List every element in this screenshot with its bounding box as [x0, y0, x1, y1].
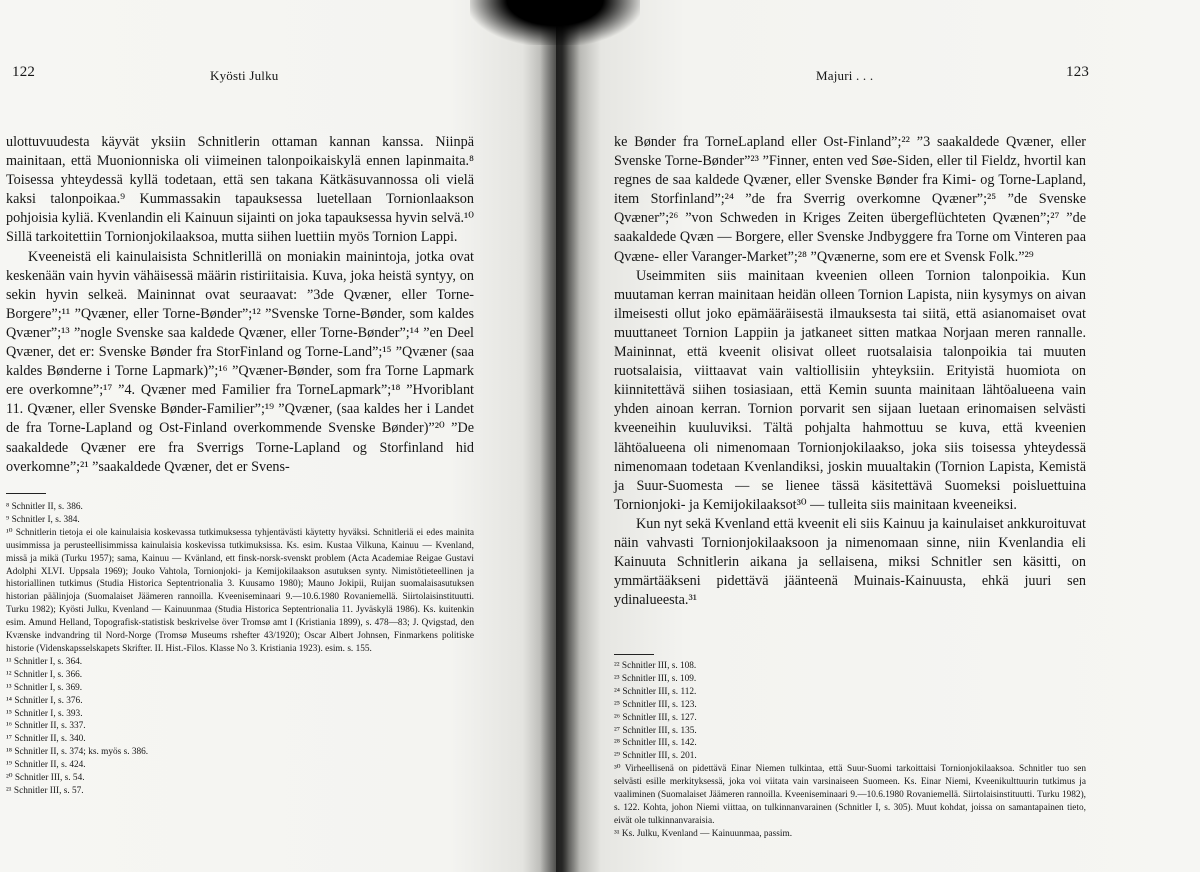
footnote: ¹² Schnitler I, s. 366.	[6, 669, 83, 680]
footnote: ²⁷ Schnitler III, s. 135.	[614, 725, 697, 736]
footnote: ³⁰ Virheellisenä on pidettävä Einar Niemen tulkintaa, että Suur-Suomi tarkoittaisi Tornionjokilaaksoa. Schnitler tuo sen selvästi esille merkityksessä, joka voi viitata vain varsinaiseen Suomeen. Ks. Einar Niemi, Kveenikulttuurin tutkimus ja vaaliminen (Suomalaiset Jäämeren rannoilla. Kveeniseminaari 9.—10.6.1980 Rovaniemellä. Siirtolaisinstituutti. Turku 1982), s. 122. Kohta, johon Niemi viittaa, on tulkinnanvarainen (Schnitler I, s. 305). Muut kohdat, joissa on samantapainen tieto, eivät ole tulkinnanvaraisia.	[614, 764, 1086, 826]
right-paragraph-2: Useimmiten siis mainitaan kveenien olleen Tornion talonpoikia. Kun muutaman kerran mainitaan heidän olleen Tornion Lapista, niin kysymys on aivan ilmeisesti ollut joko epämääräisestä ilmauksesta tai siitä, että asianomaiset ovat muuttaneet Tornion Lappiin ja jatkaneet sitten matkaa Norjaan meren rannalle. Maininnat, että kveenit olisivat olleet ruotsalaisia talonpoikia tai muuten ruotsalaisia, viittaavat vain valtiollisiin yhteyksiin. Erityistä huomiota on kiinnitettävä siihen tosiasiaan, että Kemin suunta mainitaan lähtöalueena vain yhden ainoan kerran. Tornion porvarit sen sijaan luetaan erinomaisen selvästi kveeneihin kuuluviksi. Tältä pohjalta hahmottuu se kuva, että kveenien lähtöalueena oli nimenomaan Tornionjokilaakso, joka siis toisessa yhteydessä nimenomaan todetaan Kvenlandiksi, joskin muualtakin (Tornion Lapista, Kemistä ja Suur-Suomesta — se lienee tässä käsitettävä Suomeksi poisluettuina Tornionjoki- ja Kemijokilaaksot³⁰ — tulleita siis mainitaan kveeneiksi.	[614, 267, 1086, 513]
right-page	[556, 0, 1200, 872]
running-head-left: Kyösti Julku	[210, 68, 279, 83]
footnote: ¹⁵ Schnitler I, s. 393.	[6, 708, 83, 719]
left-paragraph-1: ulottuvuudesta käyvät yksiin Schnitlerin ottaman kannan kanssa. Niinpä mainitaan, että Muonionniska oli viimeinen talonpoikaiskylä ennen lapinmaita.⁸ Toisessa yhteydessä kyllä todetaan, että sen takana Kätkäsuvannossa oli vielä kaksi talonpoikaa.⁹ Kummassakin tapauksessa luetellaan Tornionlaakson pohjoisia kyliä. Kvenlandin eli Kainuun sijainti on joka tapauksessa hyvin selvä.¹⁰ Sillä tarkoitettiin Tornionjokilaaksoa, mutta siihen luettiin myös Tornion Lappi.	[6, 134, 474, 246]
footnote: ⁸ Schnitler II, s. 386.	[6, 502, 83, 512]
footnote: ¹⁶ Schnitler II, s. 337.	[6, 721, 86, 732]
left-body-text	[6, 133, 474, 477]
footnote: ¹¹ Schnitler I, s. 364.	[6, 656, 83, 667]
left-footnotes	[6, 501, 474, 798]
footnote: ²⁹ Schnitler III, s. 201.	[614, 751, 697, 762]
right-footnotes	[614, 660, 1086, 841]
right-paragraph-3: Kun nyt sekä Kvenland että kveenit eli siis Kainuu ja kainulaiset ankkuroituvat näin vahvasti Tornionjokilaaksoon ja nimenomaan sinne, niin Kvenlandia eli Kainuuta Schnitlerin aikana ja sellaisena, miksi Schnitler sen käsitti, on ymmärtääkseni pidettävä jäänteenä Muinais-Kainuusta, ehkä juuri sen ydinalueesta.³¹	[614, 515, 1086, 609]
footnote: ¹⁴ Schnitler I, s. 376.	[6, 695, 83, 706]
footnote: ²⁰ Schnitler III, s. 54.	[6, 773, 85, 784]
footnote: ³¹ Ks. Julku, Kvenland — Kainuunmaa, passim.	[614, 828, 793, 839]
left-page	[0, 0, 562, 872]
right-paragraph-1: ke Bønder fra TorneLapland eller Ost-Finland”;²² ”3 saakaldede Qvæner, eller Svenske Torne-Bønder”²³ ”Finner, enten ved Søe-Siden, eller til Fieldz, hvortil kan regnes de saa kaldede Qvæner, eller Svenske Bønder fra Kimi- og Torne-Lapland, item Storfinland”;²⁴ ”de fra Sverrig overkomne Qvæner”;²⁵ ”de Svenske Qvæner”;²⁶ ”von Schweden in Kriges Zeiten übergeflüchteten Qvænen”;²⁷ ”de saakaldede Qvæn — Borgere, eller Svenske Jndbyggere fra Torne om Vinteren paa Qvæne- eller Varanger-Market”;²⁸ ”Qvænerne, som ere et Svensk Folk.”²⁹	[614, 134, 1086, 265]
footnote: ¹⁷ Schnitler II, s. 340.	[6, 734, 86, 745]
footnote: ⁹ Schnitler I, s. 384.	[6, 514, 80, 525]
footnote: ²⁴ Schnitler III, s. 112.	[614, 686, 697, 697]
page-number-right: 123	[1066, 64, 1090, 80]
footnote: ¹⁹ Schnitler II, s. 424.	[6, 760, 86, 771]
footnote: ¹⁸ Schnitler II, s. 374; ks. myös s. 386.	[6, 747, 149, 758]
footnote-rule-right	[614, 654, 654, 655]
footnote: ²¹ Schnitler III, s. 57.	[6, 785, 84, 796]
running-head-right: Majuri . . .	[816, 68, 874, 83]
spine-shadow	[470, 0, 640, 45]
footnote: ²³ Schnitler III, s. 109.	[614, 673, 697, 684]
right-body-text	[614, 133, 1086, 610]
footnote: ²⁶ Schnitler III, s. 127.	[614, 712, 697, 723]
book-gutter	[540, 0, 580, 872]
footnote: ²⁵ Schnitler III, s. 123.	[614, 699, 697, 710]
footnote: ¹⁰ Schnitlerin tietoja ei ole kainulaisia koskevassa tutkimuksessa tyhjentävästi käytetty hyväksi. Schnitleriä ei edes mainita uusimmissa ja perusteellisimmissa kainulaisia koskevissa tutkimuksissa. Ks. esim. Kustaa Vilkuna, Kainuu — Kvenland, missä ja mikä (Turku 1957); sama, Kainuu — Kvänland, ett finsk-norsk-svenskt problem (Acta Academiae Reigae Gustavi Adolphi XLVI. Uppsala 1969); Jouko Vahtola, Tornionjoki- ja Kemijokilaakson asutuksen synty. Nimistötieteellinen ja historiallinen tutkimus (Studia Historica Septentrionalia 3. Kuusamo 1980); Mauno Jokipii, Ruijan suomalaisasutuksen historian päälinjoja (Suomalaiset Jäämeren rannoilla. Kveeniseminaari 9.—10.6.1980 Rovaniemellä. Siirtolaisinstituutti. Turku 1982); Kyösti Julku, Kvenland — Kainuunmaa (Studia Historica Septentrionalia 11. Jyväskylä 1986). Ks. kuitenkin esim. Amund Helland, Topografisk-statistisk beskrivelse över Tromsø amt I (Kristiania 1899), s. 478—83; J. Qvigstad, den Kvænske indvandring til Nord-Norge (Tromsø Museums rshefter 43/1920); Oscar Albert Johnsen, Finmarkens politiske historie (Videnskapsselskapets Skrifter. II. Hist.-Filos. Klasse No 3. Kristiania 1923). esim. s. 155.	[6, 527, 474, 654]
footnote: ¹³ Schnitler I, s. 369.	[6, 682, 83, 693]
footnote: ²⁸ Schnitler III, s. 142.	[614, 738, 697, 749]
footnote: ²² Schnitler III, s. 108.	[614, 661, 697, 671]
left-paragraph-2: Kveeneistä eli kainulaisista Schnitlerillä on moniakin mainintoja, jotka ovat keskenään vain hyvin vähäisessä määrin ristiriitaisia. Kuva, joka heistä syntyy, on sekin hyvin selkeä. Maininnat ovat seuraavat: ”3de Qvæner, eller Torne-Borgere”;¹¹ ”Qvæner, eller Torne-Bønder”;¹² ”Svenske Torne-Bønder, som kaldes Qvæner”;¹³ ”nogle Svenske saa kaldede Qvæner, eller Torne-Bønder”;¹⁴ ”en Deel Qvæner, det er: Svenske Bønder fra StorFinland og Torne-Land”;¹⁵ ”Qvæner (saa kaldes Bønderne i Torne Lapmark)”;¹⁶ ”Qvæner-Bønder, som fra Torne Lapmark ere overkomne”;¹⁷ ”4. Qvæner med Familier fra TorneLapmark”;¹⁸ ”Hvoriblant 11. Qvæner, eller Svenske Bønder-Familier”;¹⁹ ”Qvæner, (saa kaldes her i Landet de fra Torne-Lapland og Ost-Finland overkommende Svenske Bønder)”²⁰ ”De saakaldede Qvæner ere fra Sverrigs Torne-Lapland og Storfinland hid overkomne”;²¹ ”saakaldede Qvæner, det er Svens-	[6, 248, 474, 475]
page-number-left: 122	[12, 64, 36, 80]
footnote-rule-left	[6, 493, 46, 494]
